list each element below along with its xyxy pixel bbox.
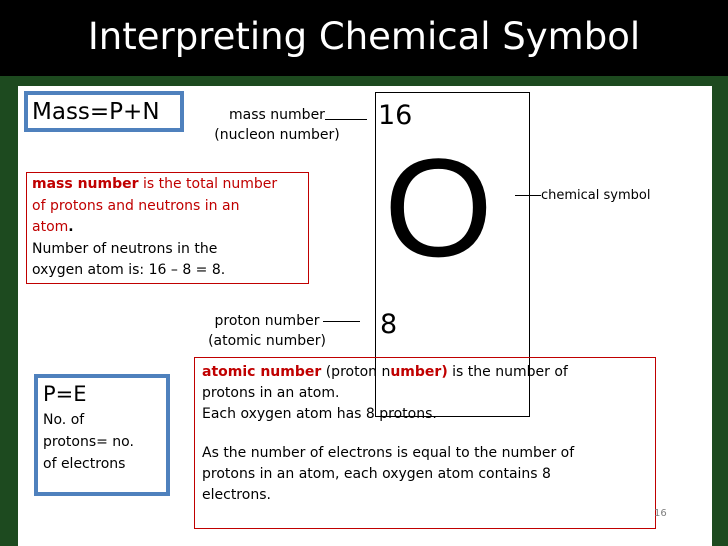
slide-title: Interpreting Chemical Symbol xyxy=(87,15,641,58)
proton-number-label-line1: proton number xyxy=(214,313,320,329)
mass-def-line5: oxygen atom is: 16 – 8 = 8. xyxy=(32,262,226,278)
atomic-def-line3: Each oxygen atom has 8 protons. xyxy=(202,406,437,422)
mass-formula-box xyxy=(24,91,184,132)
pe-line3: of electrons xyxy=(43,456,126,472)
atomic-def-part2: is the number of xyxy=(447,364,568,380)
chemical-symbol: O xyxy=(384,129,493,286)
mass-number-connector xyxy=(325,119,367,120)
page-number: 16 xyxy=(654,508,667,519)
mass-number-label xyxy=(192,105,362,145)
mass-number-label-line1: mass number xyxy=(229,107,325,123)
atomic-number-term2: umber) xyxy=(390,364,448,380)
atomic-number-term: atomic number xyxy=(202,364,322,380)
mass-def-rest1: is the total number xyxy=(138,176,278,192)
atomic-def-line6: electrons. xyxy=(202,487,271,503)
pe-heading: P=E xyxy=(43,382,87,406)
pe-line1: No. of xyxy=(43,412,85,428)
mass-number-label-line2: (nucleon number) xyxy=(214,127,340,143)
proton-number-label xyxy=(192,311,342,351)
mass-number-definition-text xyxy=(32,174,277,282)
mass-def-period: . xyxy=(68,219,74,235)
pe-line2: protons= no. xyxy=(43,434,134,450)
atomic-number-definition-text xyxy=(202,362,574,506)
mass-def-rest3: atom xyxy=(32,219,69,235)
proton-number-connector xyxy=(323,321,360,322)
title-bar xyxy=(0,0,728,82)
mass-formula: Mass=P+N xyxy=(32,99,160,125)
pe-box-text xyxy=(43,379,134,475)
chemical-symbol-connector xyxy=(515,195,541,196)
atomic-def-line4: As the number of electrons is equal to the number of xyxy=(202,445,575,461)
slide-body xyxy=(18,86,712,546)
mass-def-line4: Number of neutrons in the xyxy=(32,240,218,257)
pe-box xyxy=(34,374,170,496)
atomic-number-definition-box xyxy=(194,357,656,529)
atomic-def-line2: protons in an atom. xyxy=(202,385,340,401)
mass-def-rest2: of protons and neutrons in an xyxy=(32,197,240,214)
atomic-def-part1: (proton n xyxy=(321,364,391,380)
atomic-def-line5: protons in an atom, each oxygen atom contains 8 xyxy=(202,466,551,482)
chemical-symbol-label: chemical symbol xyxy=(541,188,651,203)
mass-number-value: 16 xyxy=(378,100,413,131)
atomic-number-value: 8 xyxy=(380,309,398,340)
mass-number-term: mass number xyxy=(32,176,139,192)
proton-number-label-line2: (atomic number) xyxy=(208,333,326,349)
mass-number-definition-box xyxy=(26,172,309,284)
